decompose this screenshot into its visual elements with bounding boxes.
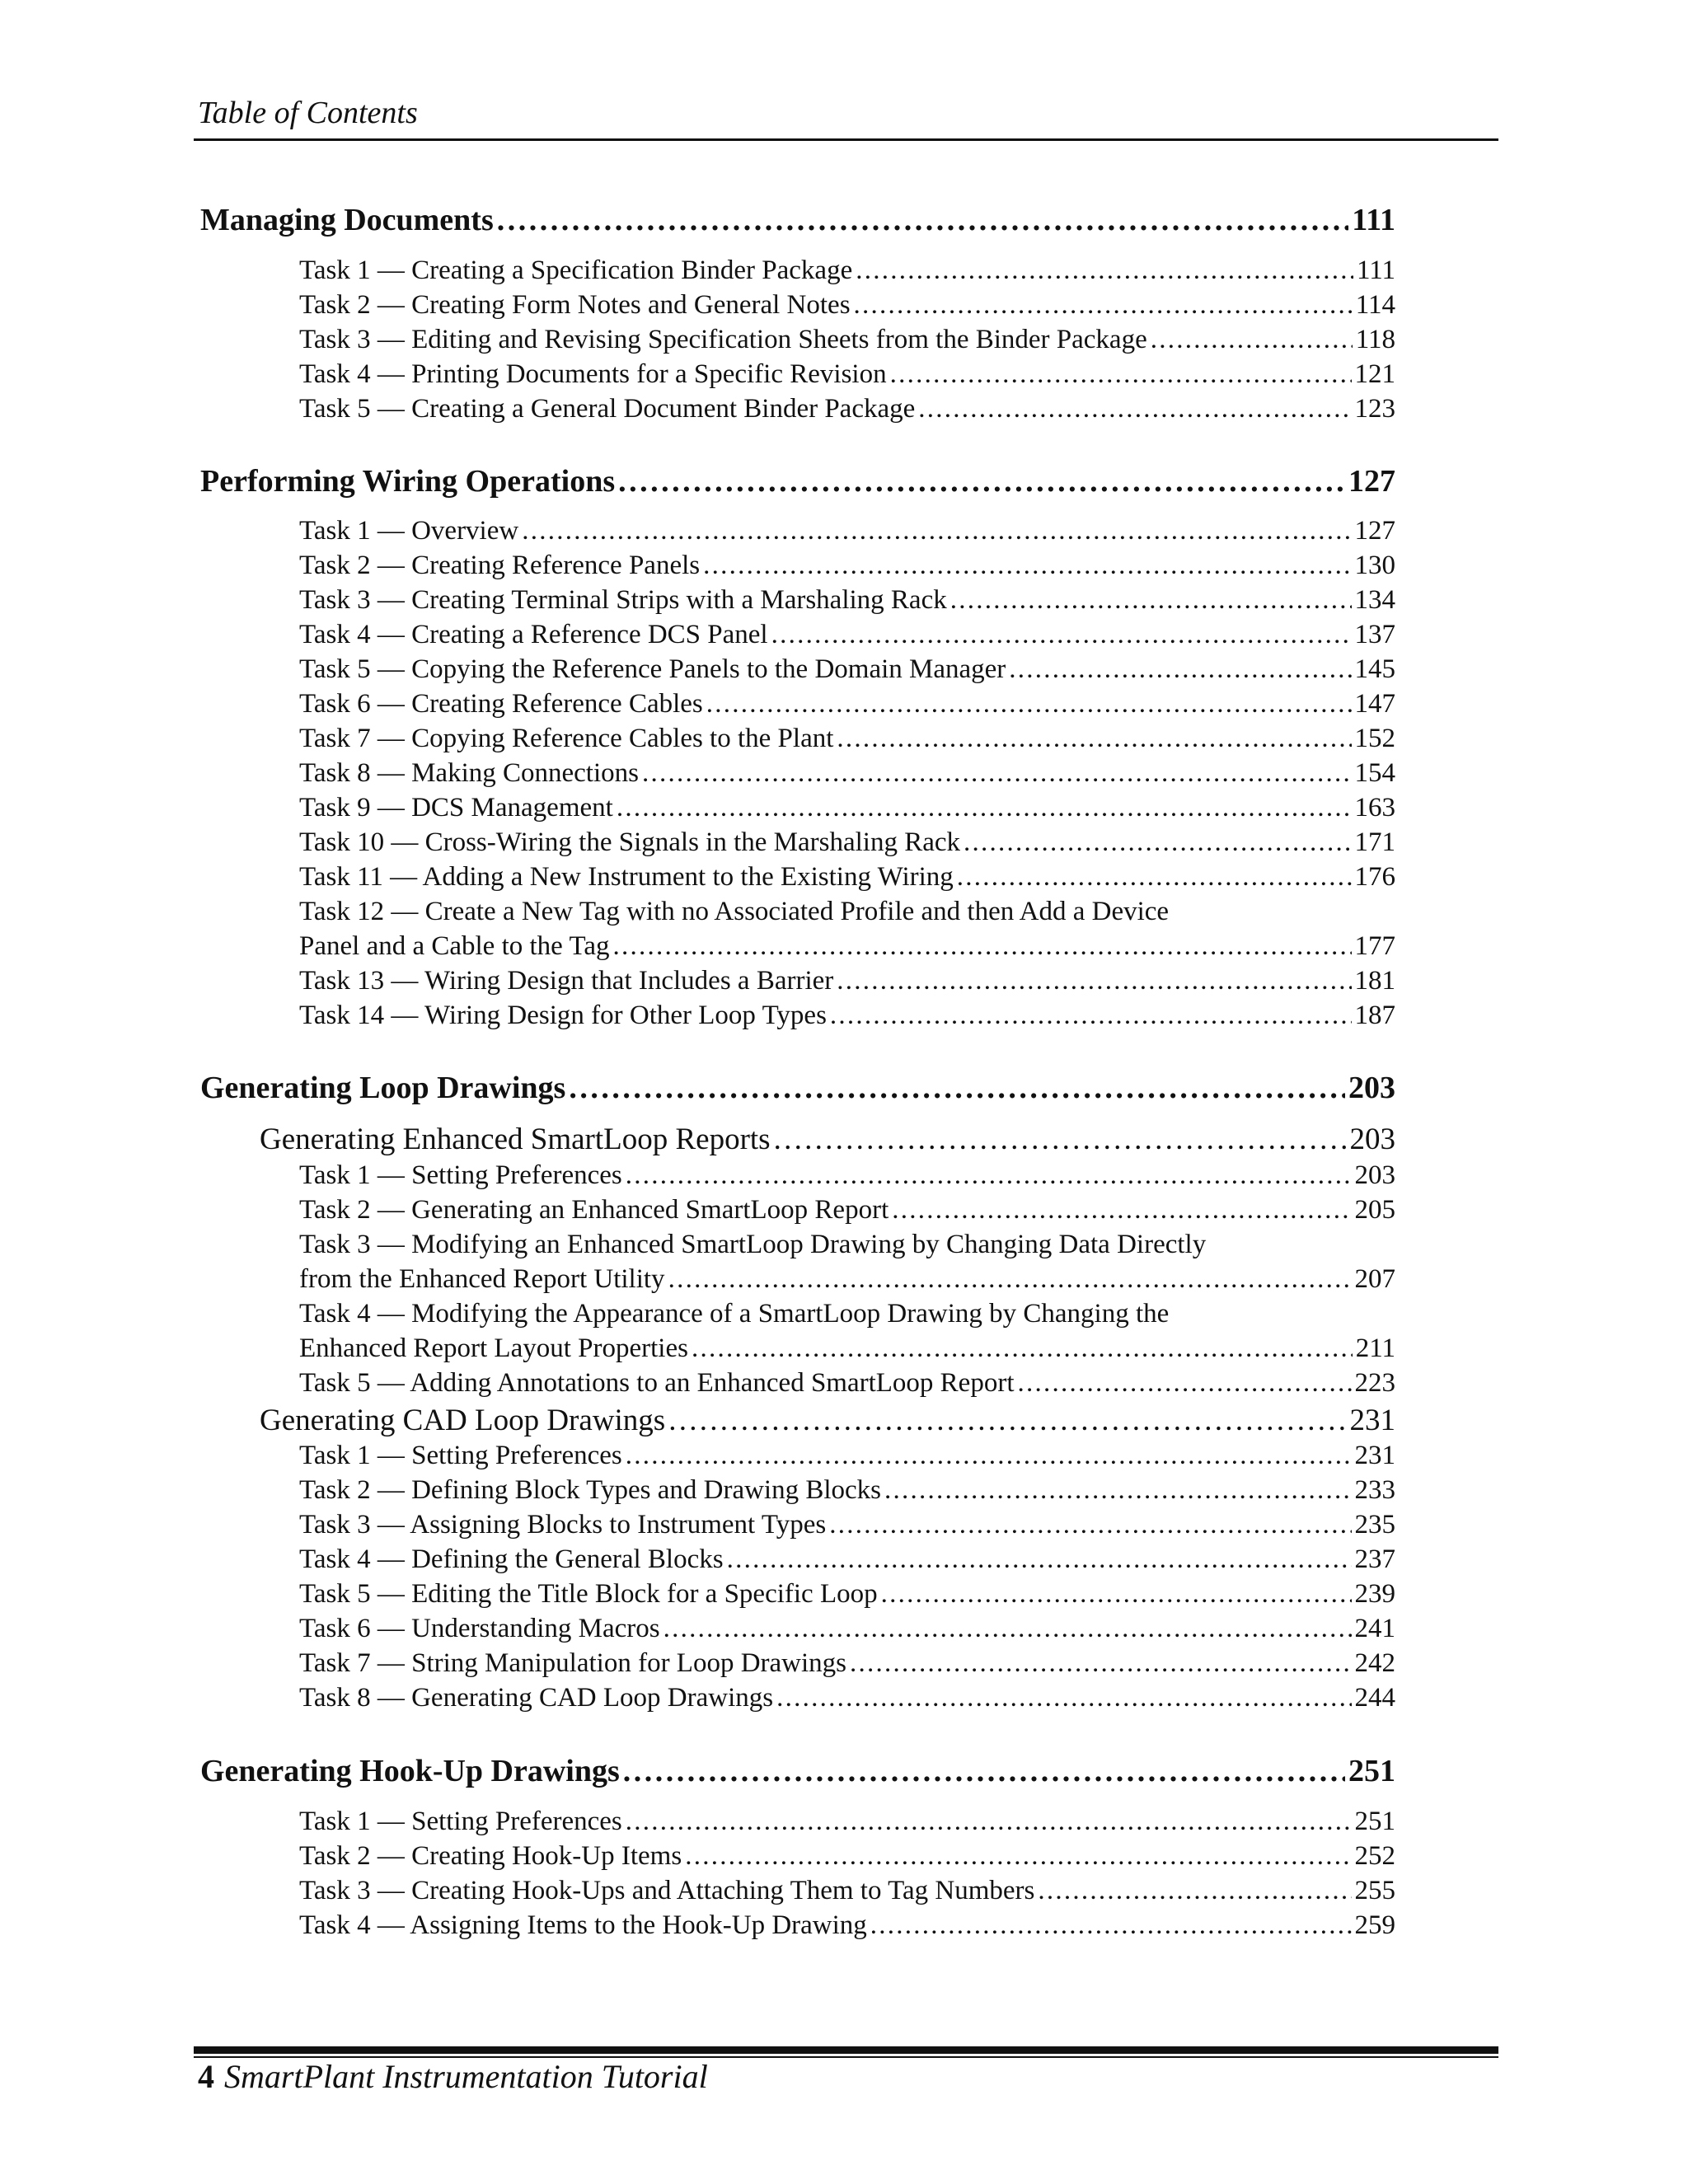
toc-entry[interactable] bbox=[299, 794, 1395, 822]
toc-leader-dots bbox=[830, 1002, 1352, 1029]
toc-section-page: 203 bbox=[1348, 1071, 1395, 1105]
toc-entry[interactable] bbox=[299, 1477, 1395, 1504]
toc-entry-text: Task 2 — Creating Reference Panels bbox=[299, 551, 701, 580]
toc-leader-dots bbox=[626, 1162, 1352, 1189]
toc-entry-page: 181 bbox=[1354, 966, 1395, 996]
toc-entry-page: 130 bbox=[1354, 551, 1395, 580]
toc-leader-dots bbox=[964, 829, 1351, 856]
page-footer bbox=[198, 2060, 708, 2093]
toc-leader-dots bbox=[776, 1685, 1351, 1712]
toc-entry-text: Task 10 — Cross-Wiring the Signals in the Marshaling Rack bbox=[299, 827, 961, 857]
toc-entry[interactable] bbox=[299, 968, 1395, 995]
toc-leader-dots bbox=[522, 518, 1351, 545]
toc-leader-dots bbox=[884, 1477, 1351, 1504]
toc-entry-text: Task 9 — DCS Management bbox=[299, 793, 613, 823]
toc-entry-text: Task 11 — Adding a New Instrument to the Existing Wiring bbox=[299, 862, 954, 892]
toc-leader-dots bbox=[1018, 1370, 1352, 1397]
toc-subsection-title: Generating Enhanced SmartLoop Reports bbox=[260, 1122, 771, 1156]
toc-leader-dots bbox=[618, 466, 1345, 497]
toc-entry-page: 147 bbox=[1354, 689, 1395, 719]
toc-leader-dots bbox=[774, 1124, 1347, 1155]
toc-entry-page: 242 bbox=[1354, 1648, 1395, 1678]
toc-entry-line1: Task 4 — Modifying the Appearance of a SmartLoop Drawing by Changing the bbox=[299, 1299, 1170, 1329]
toc-leader-dots bbox=[623, 1755, 1345, 1787]
toc-entry-text: Task 2 — Defining Block Types and Drawing Blocks bbox=[299, 1475, 882, 1505]
toc-leader-dots bbox=[856, 257, 1353, 284]
toc-entry[interactable] bbox=[299, 326, 1395, 354]
toc-leader-dots bbox=[1009, 656, 1351, 683]
toc-entry-text: Panel and a Cable to the Tag bbox=[299, 931, 610, 961]
toc-leader-dots bbox=[626, 1442, 1352, 1469]
toc-section-page: 251 bbox=[1348, 1754, 1395, 1788]
header-rule bbox=[194, 138, 1498, 141]
toc-entry[interactable] bbox=[299, 864, 1395, 891]
toc-entry-text: Task 3 — Creating Hook-Ups and Attaching Them to Tag Numbers bbox=[299, 1876, 1035, 1905]
toc-entry-page: 239 bbox=[1354, 1579, 1395, 1609]
toc-entry-page: 237 bbox=[1354, 1544, 1395, 1574]
toc-entry-text: Task 8 — Generating CAD Loop Drawings bbox=[299, 1683, 774, 1713]
toc-leader-dots bbox=[703, 552, 1351, 579]
toc-entry-text: Task 4 — Printing Documents for a Specific Revision bbox=[299, 359, 887, 389]
toc-entry-text: Task 8 — Making Connections bbox=[299, 758, 639, 788]
toc-entry-page: 137 bbox=[1354, 620, 1395, 649]
toc-entry[interactable] bbox=[299, 760, 1395, 787]
page-header-title: Table of Contents bbox=[198, 96, 418, 130]
toc-entry[interactable] bbox=[299, 1808, 1395, 1835]
toc-entry-text: Task 1 — Creating a Specification Binder Package bbox=[299, 255, 853, 285]
toc-entry-page: 163 bbox=[1354, 793, 1395, 823]
toc-entry-page: 171 bbox=[1354, 827, 1395, 857]
toc-leader-dots bbox=[497, 204, 1348, 236]
toc-entry-page: 176 bbox=[1354, 862, 1395, 892]
toc-entry-page: 259 bbox=[1354, 1910, 1395, 1940]
toc-entry-text: from the Enhanced Report Utility bbox=[299, 1264, 665, 1294]
toc-entry[interactable] bbox=[299, 691, 1395, 718]
toc-entry[interactable] bbox=[299, 1877, 1395, 1905]
toc-entry-text: Task 2 — Creating Hook-Up Items bbox=[299, 1841, 682, 1871]
toc-leader-dots bbox=[626, 1808, 1352, 1835]
toc-entry-page: 235 bbox=[1354, 1510, 1395, 1540]
toc-section-title: Generating Loop Drawings bbox=[200, 1071, 566, 1105]
toc-entry[interactable] bbox=[299, 829, 1395, 856]
toc-entry[interactable] bbox=[299, 1370, 1395, 1397]
toc-entry-text: Task 4 — Defining the General Blocks bbox=[299, 1544, 724, 1574]
toc-entry-page: 123 bbox=[1354, 394, 1395, 424]
toc-entry-text: Task 1 — Setting Preferences bbox=[299, 1807, 622, 1836]
toc-entry[interactable] bbox=[299, 292, 1395, 319]
toc-leader-dots bbox=[829, 1511, 1351, 1539]
toc-leader-dots bbox=[685, 1843, 1351, 1870]
toc-leader-dots bbox=[837, 725, 1351, 752]
toc-entry-page: 154 bbox=[1354, 758, 1395, 788]
toc-entry[interactable] bbox=[299, 1002, 1395, 1029]
toc-leader-dots bbox=[890, 361, 1352, 388]
toc-entry-text: Task 13 — Wiring Design that Includes a Barrier bbox=[299, 966, 834, 996]
toc-entry[interactable] bbox=[299, 1650, 1395, 1677]
toc-entry[interactable] bbox=[299, 1581, 1395, 1608]
toc-leader-dots bbox=[569, 1072, 1345, 1104]
toc-leader-dots bbox=[854, 292, 1353, 319]
toc-entry-text: Task 5 — Creating a General Document Binder Package bbox=[299, 394, 916, 424]
toc-entry-text: Task 3 — Assigning Blocks to Instrument Types bbox=[299, 1510, 827, 1540]
toc-entry[interactable] bbox=[299, 1615, 1395, 1643]
toc-subsection-enhanced-smartloop[interactable] bbox=[260, 1124, 1395, 1155]
toc-entry-page: 207 bbox=[1354, 1264, 1395, 1294]
toc-entry[interactable] bbox=[299, 1266, 1395, 1293]
toc-leader-dots bbox=[892, 1197, 1351, 1224]
toc-entry[interactable] bbox=[299, 257, 1395, 284]
toc-entry-page: 203 bbox=[1354, 1160, 1395, 1190]
toc-entry-text: Task 6 — Creating Reference Cables bbox=[299, 689, 703, 719]
toc-entry[interactable] bbox=[299, 1685, 1395, 1712]
toc-entry-page: 145 bbox=[1354, 654, 1395, 684]
toc-entry[interactable] bbox=[299, 396, 1395, 423]
toc-entry-text: Task 4 — Assigning Items to the Hook-Up Drawing bbox=[299, 1910, 867, 1940]
toc-subsection-page: 203 bbox=[1349, 1122, 1395, 1156]
toc-leader-dots bbox=[663, 1615, 1352, 1643]
toc-entry-page: 241 bbox=[1354, 1614, 1395, 1643]
toc-entry-text: Task 3 — Creating Terminal Strips with a Marshaling Rack bbox=[299, 585, 947, 615]
toc-entry[interactable] bbox=[299, 552, 1395, 579]
footer-rule-thick bbox=[194, 2046, 1498, 2054]
toc-entry[interactable] bbox=[299, 1335, 1395, 1362]
toc-leader-dots bbox=[950, 587, 1352, 614]
toc-entry-page: 223 bbox=[1354, 1368, 1395, 1398]
toc-entry-text: Task 6 — Understanding Macros bbox=[299, 1614, 660, 1643]
toc-entry[interactable] bbox=[299, 1197, 1395, 1224]
toc-entry-text: Task 2 — Generating an Enhanced SmartLoop Report bbox=[299, 1195, 889, 1225]
toc-leader-dots bbox=[881, 1581, 1352, 1608]
toc-leader-dots bbox=[837, 968, 1351, 995]
toc-subsection-cad-loop[interactable] bbox=[260, 1405, 1395, 1436]
toc-leader-dots bbox=[870, 1912, 1352, 1939]
toc-entry-text: Task 5 — Adding Annotations to an Enhanced SmartLoop Report bbox=[299, 1368, 1015, 1398]
toc-entry[interactable] bbox=[299, 933, 1395, 960]
toc-entry-page: 255 bbox=[1354, 1876, 1395, 1905]
toc-leader-dots bbox=[850, 1650, 1351, 1677]
toc-leader-dots bbox=[1038, 1877, 1351, 1905]
toc-entry[interactable] bbox=[299, 1912, 1395, 1939]
toc-entry[interactable] bbox=[299, 587, 1395, 614]
toc-entry-text: Task 5 — Editing the Title Block for a Specific Loop bbox=[299, 1579, 878, 1609]
toc-entry-page: 118 bbox=[1355, 325, 1395, 354]
toc-entry-text: Task 1 — Setting Preferences bbox=[299, 1441, 622, 1470]
toc-entry-page: 231 bbox=[1354, 1441, 1395, 1470]
toc-entry-page: 111 bbox=[1356, 255, 1395, 285]
toc-leader-dots bbox=[668, 1405, 1346, 1436]
toc-entry-text: Task 1 — Overview bbox=[299, 516, 519, 546]
toc-entry-text: Task 3 — Editing and Revising Specification Sheets from the Binder Package bbox=[299, 325, 1147, 354]
toc-entry[interactable] bbox=[299, 1843, 1395, 1870]
toc-entry[interactable] bbox=[299, 1546, 1395, 1573]
toc-entry[interactable] bbox=[299, 621, 1395, 649]
toc-leader-dots bbox=[706, 691, 1352, 718]
toc-leader-dots bbox=[692, 1335, 1353, 1362]
toc-entry-text: Enhanced Report Layout Properties bbox=[299, 1333, 688, 1363]
toc-entry[interactable] bbox=[299, 518, 1395, 545]
toc-section-title: Generating Hook-Up Drawings bbox=[200, 1754, 620, 1788]
toc-entry[interactable] bbox=[299, 1442, 1395, 1469]
toc-leader-dots bbox=[957, 864, 1352, 891]
toc-entry-line1: Task 3 — Modifying an Enhanced SmartLoop Drawing by Changing Data Directly bbox=[299, 1230, 1207, 1259]
toc-entry-text: Task 2 — Creating Form Notes and General Notes bbox=[299, 290, 851, 320]
toc-leader-dots bbox=[918, 396, 1351, 423]
toc-subsection-title: Generating CAD Loop Drawings bbox=[260, 1404, 666, 1437]
toc-leader-dots bbox=[771, 621, 1352, 649]
toc-entry-text: Task 7 — String Manipulation for Loop Drawings bbox=[299, 1648, 847, 1678]
footer-book-title: SmartPlant Instrumentation Tutorial bbox=[224, 2058, 708, 2095]
toc-section-title: Managing Documents bbox=[200, 203, 494, 237]
toc-entry-page: 121 bbox=[1354, 359, 1395, 389]
toc-entry-page: 177 bbox=[1354, 931, 1395, 961]
toc-entry-page: 187 bbox=[1354, 1001, 1395, 1030]
toc-entry-page: 134 bbox=[1354, 585, 1395, 615]
toc-entry[interactable] bbox=[299, 725, 1395, 752]
toc-entry-page: 251 bbox=[1354, 1807, 1395, 1836]
toc-section-generating-loop-drawings[interactable] bbox=[200, 1072, 1395, 1104]
toc-leader-dots bbox=[642, 760, 1352, 787]
toc-entry-page: 244 bbox=[1354, 1683, 1395, 1713]
toc-entry[interactable] bbox=[299, 656, 1395, 683]
toc-entry-page: 127 bbox=[1354, 516, 1395, 546]
toc-leader-dots bbox=[612, 933, 1351, 960]
toc-entry-text: Task 5 — Copying the Reference Panels to the Domain Manager bbox=[299, 654, 1006, 684]
toc-leader-dots bbox=[617, 794, 1352, 822]
toc-section-page: 127 bbox=[1348, 464, 1395, 499]
toc-entry-line1: Task 12 — Create a New Tag with no Associated Profile and then Add a Device bbox=[299, 897, 1170, 926]
toc-leader-dots bbox=[727, 1546, 1352, 1573]
toc-entry-page: 205 bbox=[1354, 1195, 1395, 1225]
toc-entry-text: Task 1 — Setting Preferences bbox=[299, 1160, 622, 1190]
toc-subsection-page: 231 bbox=[1349, 1404, 1395, 1437]
toc-leader-dots bbox=[1151, 326, 1353, 354]
toc-entry[interactable] bbox=[299, 361, 1395, 388]
toc-entry[interactable] bbox=[299, 1162, 1395, 1189]
toc-section-generating-hook-up-drawings[interactable] bbox=[200, 1755, 1395, 1787]
toc-leader-dots bbox=[668, 1266, 1352, 1293]
toc-section-title: Performing Wiring Operations bbox=[200, 464, 616, 499]
toc-entry-page: 152 bbox=[1354, 724, 1395, 753]
toc-entry-text: Task 7 — Copying Reference Cables to the Plant bbox=[299, 724, 834, 753]
toc-entry-page: 233 bbox=[1354, 1475, 1395, 1505]
toc-entry-page: 252 bbox=[1354, 1841, 1395, 1871]
toc-section-managing-documents[interactable] bbox=[200, 204, 1395, 236]
toc-entry-text: Task 14 — Wiring Design for Other Loop Types bbox=[299, 1001, 827, 1030]
footer-page-number: 4 bbox=[198, 2058, 214, 2095]
toc-entry-text: Task 4 — Creating a Reference DCS Panel bbox=[299, 620, 768, 649]
toc-section-performing-wiring-operations[interactable] bbox=[200, 466, 1395, 497]
toc-entry-page: 211 bbox=[1355, 1333, 1395, 1363]
toc-section-page: 111 bbox=[1352, 203, 1395, 237]
toc-entry[interactable] bbox=[299, 1511, 1395, 1539]
toc-entry-page: 114 bbox=[1355, 290, 1395, 320]
